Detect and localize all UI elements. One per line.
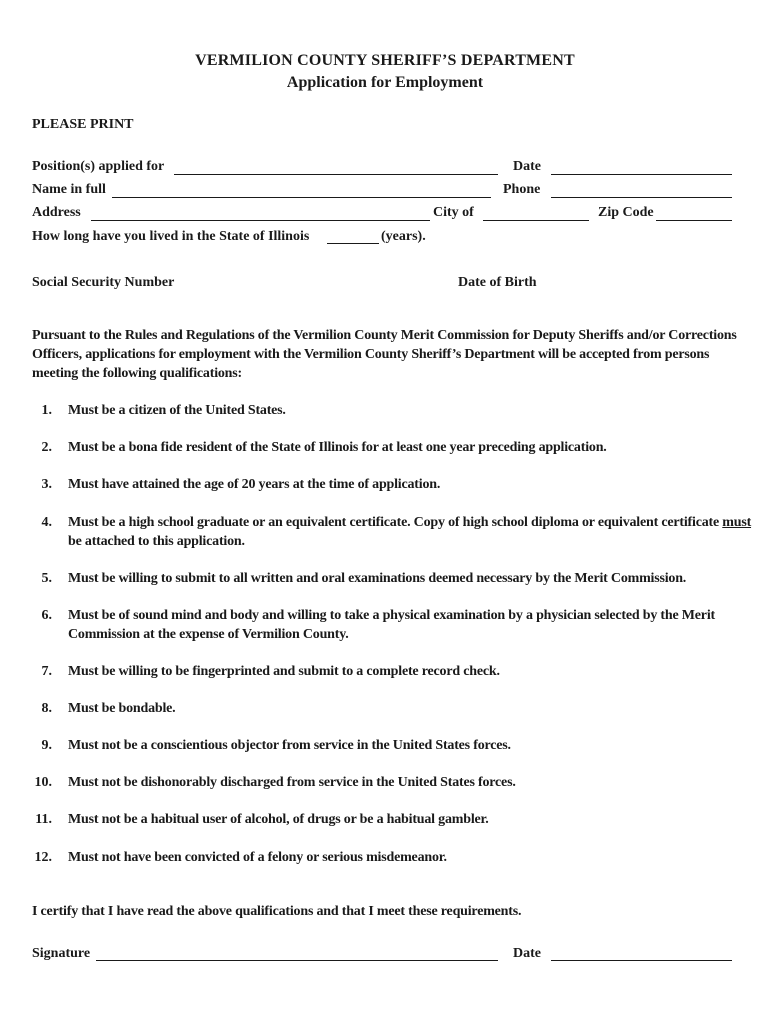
list-item-text: Must not be a habitual user of alcohol, of drugs or be a habitual gambler. [68,812,489,827]
list-item-text: Must not be a conscientious objector from service in the United States forces. [68,738,511,753]
list-item-text: Must have attained the age of 20 years at the time of application. [68,477,441,492]
list-item-number: 5. [41,571,52,586]
emphasis-must: must [722,515,752,530]
phone-label: Phone [503,182,541,197]
date-label: Date [513,159,541,174]
list-item-number: 10. [34,775,52,790]
zip-label: Zip Code [598,205,654,220]
list-item-text: Must be of sound mind and body and willing to take a physical examination by a physician selected by the Merit Commission at the expense of Vermilion County. [68,608,715,642]
list-item-text [68,513,758,551]
list-item-number: 9. [41,738,52,753]
years-label: (years). [381,229,426,244]
address-field[interactable] [91,220,430,221]
city-field[interactable] [483,220,589,221]
phone-field[interactable] [551,197,732,198]
position-label: Position(s) applied for [32,159,165,174]
list-item-number: 4. [41,515,52,530]
list-item-text: Must be willing to be fingerprinted and submit to a complete record check. [68,664,500,679]
list-item-text: Must be a bona fide resident of the State of Illinois for at least one year preceding application. [68,440,607,455]
list-item-number: 11. [35,812,52,827]
list-item-number: 12. [34,850,52,865]
list-item-text: Must be willing to submit to all written and oral examinations deemed necessary by the Merit Commission. [68,571,687,586]
city-label: City of [433,205,474,220]
position-field[interactable] [174,174,498,175]
list-item-number: 1. [41,403,52,418]
residency-years-field[interactable] [327,243,379,244]
name-label: Name in full [32,182,106,197]
list-item-number: 3. [41,477,52,492]
signature-date-field[interactable] [551,960,732,961]
address-label: Address [32,205,81,220]
list-item-text: Must not have been convicted of a felony or serious misdemeanor. [68,850,447,865]
signature-date-label: Date [513,946,541,961]
ssn-label: Social Security Number [32,275,175,290]
name-field[interactable] [112,197,491,198]
zip-field[interactable] [656,220,732,221]
please-print-instruction: PLEASE PRINT [32,117,134,132]
list-item-number: 8. [41,701,52,716]
list-item-text: Must be a citizen of the United States. [68,403,286,418]
date-field[interactable] [551,174,732,175]
page-title: VERMILION COUNTY SHERIFF’S DEPARTMENT [195,52,575,69]
certification-statement: I certify that I have read the above qualifications and that I meet these requirements. [32,904,522,919]
list-item-number: 7. [41,664,52,679]
page-subtitle: Application for Employment [286,74,484,91]
signature-field[interactable] [96,960,498,961]
list-item-number: 2. [41,440,52,455]
dob-label: Date of Birth [458,275,537,290]
signature-label: Signature [32,946,91,961]
list-item-text-part: be attached to this application. [68,534,245,549]
list-item-text-part: Must be a high school graduate or an equivalent certificate. Copy of high school diploma or equivalent certificate [68,515,723,530]
intro-paragraph: Pursuant to the Rules and Regulations of the Vermilion County Merit Commission for Deputy Sheriffs and/or Corrections Officers, applications for employment with the Vermilion County Sheriff’s Department will be accepted from persons meeting the following qualifications: [32,328,737,381]
list-item-text: Must not be dishonorably discharged from service in the United States forces. [68,775,516,790]
list-item-text: Must be bondable. [68,701,176,716]
residency-label: How long have you lived in the State of Illinois [32,229,310,244]
list-item-number: 6. [41,608,52,623]
